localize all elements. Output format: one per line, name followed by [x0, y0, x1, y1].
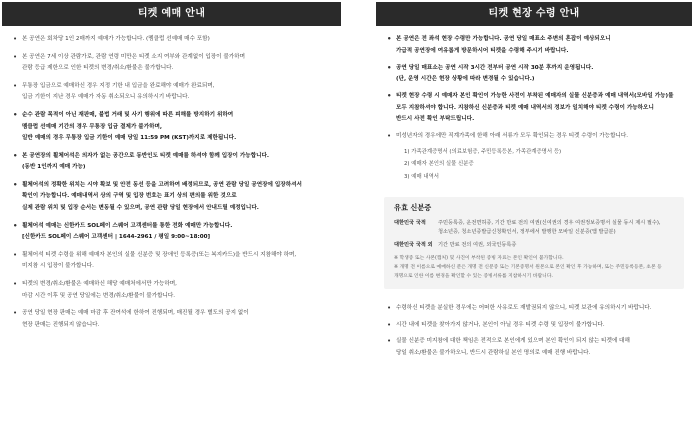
- notice-item: [2, 151, 341, 174]
- notice-text: 공연 당일 매표소는 공연 시작 3시간 전부터 공연 시작 30분 후까지 운영됩니다.: [396, 64, 594, 71]
- required-document-item: 2) 예매자 본인의 실물 신분증: [404, 161, 474, 167]
- notice-item: [2, 110, 341, 145]
- bullet-icon: •: [13, 180, 18, 189]
- booking-notice-list: [2, 34, 341, 331]
- notice-text: 가급적 공연장에 여유롭게 방문하시어 티켓을 수령해 주시기 바랍니다.: [396, 47, 569, 54]
- notice-item: [376, 320, 692, 332]
- notice-text: 모두 지참하셔야 합니다. 지참하신 신분증과 티켓 예매 내역서의 정보가 일치해야 티켓 수령이 가능하오니: [396, 104, 654, 111]
- valid-id-note: ※ 개명 전 이름으로 예매하신 분은 개명 전 신분증 또는 기본증명서 원본으로 본인 확인 후 가능하며, 또는 주민등록등본, 초본 등: [394, 265, 662, 270]
- required-document-item: 1) 가족관계증명서 (의료보험증, 주민등록등본, 가족관계증명서 등): [404, 148, 562, 155]
- bullet-icon: •: [387, 35, 392, 43]
- bullet-icon: •: [13, 111, 18, 120]
- notice-item: [2, 180, 341, 215]
- pickup-caution-list: [376, 303, 692, 359]
- valid-id-note: 개명으로 인한 이름 변경을 확인할 수 있는 증빙서류를 지참하시기 바랍니다.: [394, 274, 553, 279]
- notice-text: 순수 관람 목적이 아닌 재판매, 불법 거래 및 사기 행위에 따른 피해를 방지하기 위하여: [22, 112, 234, 119]
- required-documents-list: [376, 146, 692, 184]
- valid-id-note: ※ 학생증 또는 사본(캡처) 및 사진이 부착된 증빙 자료는 본인 확인이 불가합니다.: [394, 256, 564, 261]
- notice-text: 공연 당일 현장 판매는 예매 마감 후 잔여석에 한하여 진행되며, 매진될 경우 별도의 공지 없이: [22, 310, 249, 317]
- notice-text: (단, 운영 시간은 현장 상황에 따라 변경될 수 있습니다.): [396, 76, 535, 82]
- valid-id-box: [384, 197, 684, 289]
- notice-text: 휠체어석의 정확한 위치는 시야 확보 및 안전 동선 등을 고려하여 배정되므로, 공연 관람 당일 공연장에 입장하셔서: [22, 181, 302, 188]
- notice-item: [2, 34, 341, 46]
- ticket-pickup-panel: [376, 2, 692, 442]
- notice-text: 본 공연장의 휠체어석은 의자가 없는 공간으로 동반인도 티켓 예매를 하셔야 함께 입장이 가능합니다.: [22, 152, 270, 159]
- bullet-icon: •: [387, 320, 392, 329]
- notice-item: [2, 250, 341, 273]
- notice-text: 실제 관람 위치 및 입장 순서는 변동될 수 있으며, 공연 관람 당일 현장에서 안내드릴 예정입니다.: [22, 204, 259, 211]
- ticket-booking-panel: [2, 2, 341, 442]
- notice-item: [2, 52, 341, 75]
- bullet-icon: •: [13, 52, 18, 61]
- bullet-icon: •: [13, 250, 18, 259]
- notice-item: [376, 63, 692, 86]
- notice-text: 시간 내에 티켓을 찾아가지 않거나, 본인이 아닐 경우 티켓 수령 및 입장이 불가합니다.: [396, 321, 605, 328]
- notice-text: 멤클럽 선예매 기간의 경우 무통장 입금 결제가 불가하며,: [22, 123, 163, 130]
- notice-text: 휠체어석 예매는 신한카드 SOL페이 스퀘어 고객센터를 통한 전화 예매만 가능합니다.: [22, 222, 233, 229]
- notice-text: 본 공연은 회차당 1인 2매까지 예매가 가능합니다. (멤클럽 선예매 매수 포함): [22, 36, 210, 42]
- notice-text: 당일 취소/환불은 불가하오니, 반드시 관람하실 본인 명의로 예매 진행 바랍니다.: [396, 349, 591, 356]
- notice-item: [376, 336, 692, 359]
- notice-text: 티켓 현장 수령 시 예매자 본인 확인이 가능한 사전이 부착된 예매자의 실물 신분증과 예매 내역서(모바일 가능)를: [396, 93, 674, 99]
- notice-text: 휠체어석 티켓 수령을 위해 예매자 본인의 실물 신분증 및 장애인 등록증(또는 복지카드)을 반드시 지참해야 하며,: [22, 251, 297, 258]
- notice-text: 반드시 사전 확인 부탁드립니다.: [396, 116, 475, 122]
- notice-item: [376, 34, 692, 57]
- notice-text: 본 공연은 7세 이상 관람가로, 관람 연령 미만은 티켓 소지 여부와 관계없이 입장이 불가하며: [22, 53, 245, 60]
- required-document-item: 3) 예매 내역서: [404, 173, 439, 180]
- nationality-label: 대한민국 국적: [394, 220, 426, 226]
- notice-text: (동반 1인까지 예매 가능): [22, 164, 86, 171]
- bullet-icon: •: [13, 151, 18, 160]
- notice-text: 실물 신분증 미지참에 대한 책임은 전적으로 본인에게 있으며 본인 확인이 되지 않는 티켓에 대해: [396, 338, 630, 344]
- bullet-icon: •: [387, 92, 392, 100]
- bullet-icon: •: [13, 81, 18, 90]
- notice-text: 무통장 입금으로 예매하신 경우 지정 기한 내 입금을 완료해야 예매가 완료되며,: [22, 82, 215, 89]
- nationality-label: 대한민국 국적 외: [394, 242, 433, 248]
- bullet-icon: •: [13, 221, 18, 230]
- notice-item: [2, 279, 341, 302]
- bullet-icon: •: [387, 132, 392, 140]
- valid-id-row: [394, 219, 674, 237]
- valid-id-title: 유효 신분증: [394, 203, 432, 212]
- notice-text: 미성년자의 경우에만 직계가족에 한해 아래 서류가 모두 확인되는 경우 티켓 수령이 가능합니다.: [396, 133, 629, 139]
- notice-text: 마감 시간 이후 및 공연 당일에는 변경/취소/환불이 불가합니다.: [22, 292, 176, 299]
- notice-item: [2, 308, 341, 331]
- notice-item: [2, 81, 341, 104]
- panel-title: 티켓 현장 수령 안내: [376, 2, 692, 26]
- bullet-icon: •: [387, 63, 392, 72]
- bullet-icon: •: [387, 304, 392, 312]
- notice-item: [376, 131, 692, 143]
- panel-title: 티켓 예매 안내: [2, 2, 341, 26]
- notice-text: 관람 등급 제한으로 인한 티켓의 변경/취소/환불은 불가합니다.: [22, 65, 174, 72]
- accepted-id-list: 기간 만료 전의 여권, 외국인등록증: [438, 242, 517, 248]
- notice-text: 미지참 시 입장이 불가합니다.: [22, 263, 94, 270]
- notice-text: 일반 예매의 경우 무통장 입금 기한이 예매 당일 11:59 PM (KST)까지로 제한됩니다.: [22, 135, 237, 142]
- notice-item: [2, 221, 341, 244]
- bullet-icon: •: [13, 35, 18, 43]
- notice-text: [신한카드 SOL페이 스퀘어 고객센터 | 1644-2961 / 평일 9:00~18:00]: [22, 234, 211, 241]
- notice-item: [376, 303, 692, 315]
- accepted-id-list: 주민등록증, 운전면허증, 기간 만료 전의 여권(신여권의 경우 여권정보증명서 실물 동시 제시 필수), 청소년증, 청소년증발급신청확인서, 정부에서 발행한 모바일 신분증(앱 발급분): [438, 220, 661, 235]
- pickup-notice-list: [376, 34, 692, 143]
- valid-id-row: [394, 241, 674, 250]
- notice-text: 티켓의 변경/취소/환불은 예매하신 해당 예매처에서만 가능하며,: [22, 281, 177, 287]
- notice-text: 입금 기한이 지난 경우 예매가 자동 취소되오니 유의하시기 바랍니다.: [22, 94, 190, 101]
- notice-text: 현장 판매는 진행되지 않습니다.: [22, 321, 100, 328]
- notice-text: 수령하신 티켓을 분실한 경우에는 어떠한 사유로도 재발권되지 않으니, 티켓 보관에 유의하시기 바랍니다.: [396, 305, 652, 311]
- notice-text: 본 공연은 전 좌석 현장 수령만 가능합니다. 공연 당일 매표소 주변의 혼잡이 예상되오니: [396, 36, 611, 42]
- bullet-icon: •: [387, 337, 392, 345]
- bullet-icon: •: [13, 309, 18, 318]
- notice-text: 확인이 가능합니다. 예매내역서 상의 구역 및 입장 번호는 표기 상의 편의를 위한 것으로: [22, 193, 237, 200]
- notice-item: [376, 91, 692, 126]
- bullet-icon: •: [13, 280, 18, 288]
